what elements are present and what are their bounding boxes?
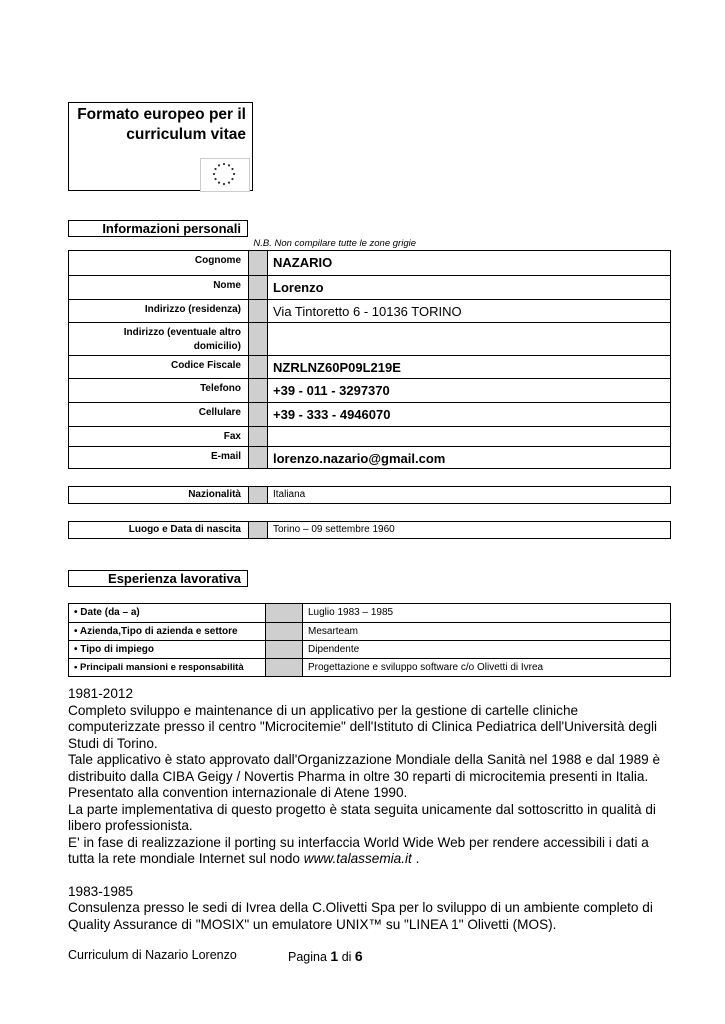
row-codice-fiscale <box>69 355 670 378</box>
exp-label-date: • Date (da – a) <box>69 604 266 622</box>
value-nazionalita: Italiana <box>273 489 306 500</box>
label-nazionalita: Nazionalità <box>188 489 241 500</box>
row-fax <box>69 426 670 446</box>
personal-info-table <box>68 250 671 469</box>
grey-cell <box>248 356 268 378</box>
exp-label-azienda: • Azienda,Tipo di azienda e settore <box>69 623 266 640</box>
cv-title: Formato europeo per il curriculum vitae <box>77 106 246 143</box>
exp-value-date: Luglio 1983 – 1985 <box>308 607 394 618</box>
text-line: La parte implementativa di questo progetto è stata seguita unicamente dal sottoscritto in qualità di <box>68 801 656 817</box>
exp-label-mansioni: • Principali mansioni e responsabilità <box>69 659 266 676</box>
label-codice-fiscale: Codice Fiscale <box>170 360 241 371</box>
paragraph-year: 1983-1985 <box>68 883 134 899</box>
label-email: E-mail <box>210 451 241 462</box>
text-line: Tale applicativo è stato approvato dall'Organizzazione Mondiale della Sanità nel 1988 e dal 1989 è <box>68 752 661 767</box>
label-cellulare: Cellulare <box>198 407 241 418</box>
row-cellulare <box>69 402 670 426</box>
experience-table <box>68 603 671 677</box>
exp-label-impiego: • Tipo di impiego <box>69 641 266 658</box>
value-cognome: NAZARIO <box>273 255 333 270</box>
grey-cell <box>266 604 303 622</box>
text-line: Studi di Torino. <box>68 735 158 751</box>
grey-cell <box>248 403 268 426</box>
text-line: computerizzate presso il centro "Microcitemie" dell'Istituto di Clinica Pediatrica dell'Università degli <box>68 719 658 734</box>
row-cognome <box>69 251 670 275</box>
grey-cell <box>248 276 268 299</box>
label-telefono: Telefono <box>200 383 241 394</box>
grey-cell <box>248 323 268 355</box>
grey-cell <box>248 251 268 275</box>
value-email: lorenzo.nazario@gmail.com <box>273 451 446 466</box>
exp-row-mansioni <box>69 658 670 676</box>
note-grey-zones: N.B. Non compilare tutte le zone grigie <box>253 238 416 249</box>
cv-title-box <box>68 102 253 191</box>
row-nascita <box>68 521 671 539</box>
exp-row-azienda <box>69 622 670 640</box>
row-indirizzo-altro <box>69 322 670 355</box>
grey-cell <box>248 300 268 322</box>
text-line: distribuito dalla CIBA Geigy / Novertis Pharma in oltre 30 reparti di microcitemia presenti in Italia. <box>68 768 649 784</box>
exp-value-azienda: Mesarteam <box>308 626 359 637</box>
eu-flag-icon <box>200 158 250 192</box>
label-fax: Fax <box>223 431 241 442</box>
label-nome: Nome <box>213 280 241 291</box>
website-link[interactable]: www.talassemia.it <box>303 851 412 866</box>
row-telefono <box>69 378 670 402</box>
text-line: Presentato alla convention internazionale di Atene 1990. <box>68 785 408 800</box>
grey-cell <box>266 641 303 658</box>
value-nome: Lorenzo <box>273 280 324 295</box>
experience-description <box>68 686 668 933</box>
exp-row-date <box>69 604 670 622</box>
value-telefono: +39 - 011 - 3297370 <box>273 383 390 398</box>
footer-page-number: Pagina 1 di 6 <box>288 948 363 964</box>
label-indirizzo-altro: Indirizzo (eventuale altro domicilio) <box>123 327 241 352</box>
value-codice-fiscale: NZRLNZ60P09L219E <box>273 360 401 375</box>
grey-cell <box>266 623 303 640</box>
section-header-personal: Informazioni personali <box>68 220 248 237</box>
section-header-experience: Esperienza lavorativa <box>68 570 248 587</box>
text-line: tutta la rete mondiale Internet sul nodo www.talassemia.it . <box>68 851 420 866</box>
value-nascita: Torino – 09 settembre 1960 <box>273 524 395 535</box>
paragraph-year: 1981-2012 <box>68 686 134 701</box>
grey-cell <box>248 447 268 468</box>
label-indirizzo: Indirizzo (residenza) <box>144 304 241 315</box>
value-cellulare: +39 - 333 - 4946070 <box>273 407 391 422</box>
grey-cell <box>248 427 268 446</box>
label-nascita: Luogo e Data di nascita <box>128 524 241 535</box>
grey-cell <box>248 487 268 503</box>
label-cognome: Cognome <box>194 255 241 266</box>
text-line: libero professionista. <box>68 818 193 833</box>
grey-cell <box>248 522 268 538</box>
value-indirizzo-altro <box>268 323 670 355</box>
exp-value-mansioni: Progettazione e sviluppo software c/o Olivetti di Ivrea <box>308 662 544 673</box>
exp-value-impiego: Dipendente <box>308 644 360 655</box>
footer-author: Curriculum di Nazario Lorenzo <box>68 948 237 962</box>
value-indirizzo: Via Tintoretto 6 - 10136 TORINO <box>273 304 462 319</box>
text-line: E' in fase di realizzazione il porting su interfaccia World Wide Web per rendere accessibili i dati a <box>68 834 649 850</box>
text-line: Consulenza presso le sedi di Ivrea della C.Olivetti Spa per lo sviluppo di un ambiente completo di <box>68 900 653 915</box>
row-email <box>69 446 670 468</box>
value-fax <box>268 427 670 446</box>
exp-row-impiego <box>69 640 670 658</box>
grey-cell <box>248 379 268 402</box>
text-line: Quality Assurance di "MOSIX" un emulatore UNIX™ su "LINEA 1" Olivetti (MOS). <box>68 916 557 932</box>
row-nome <box>69 275 670 299</box>
text-line: Completo sviluppo e maintenance di un applicativo per la gestione di cartelle cliniche <box>68 702 579 718</box>
row-nazionalita <box>68 486 671 504</box>
row-indirizzo <box>69 299 670 322</box>
grey-cell <box>266 659 303 676</box>
